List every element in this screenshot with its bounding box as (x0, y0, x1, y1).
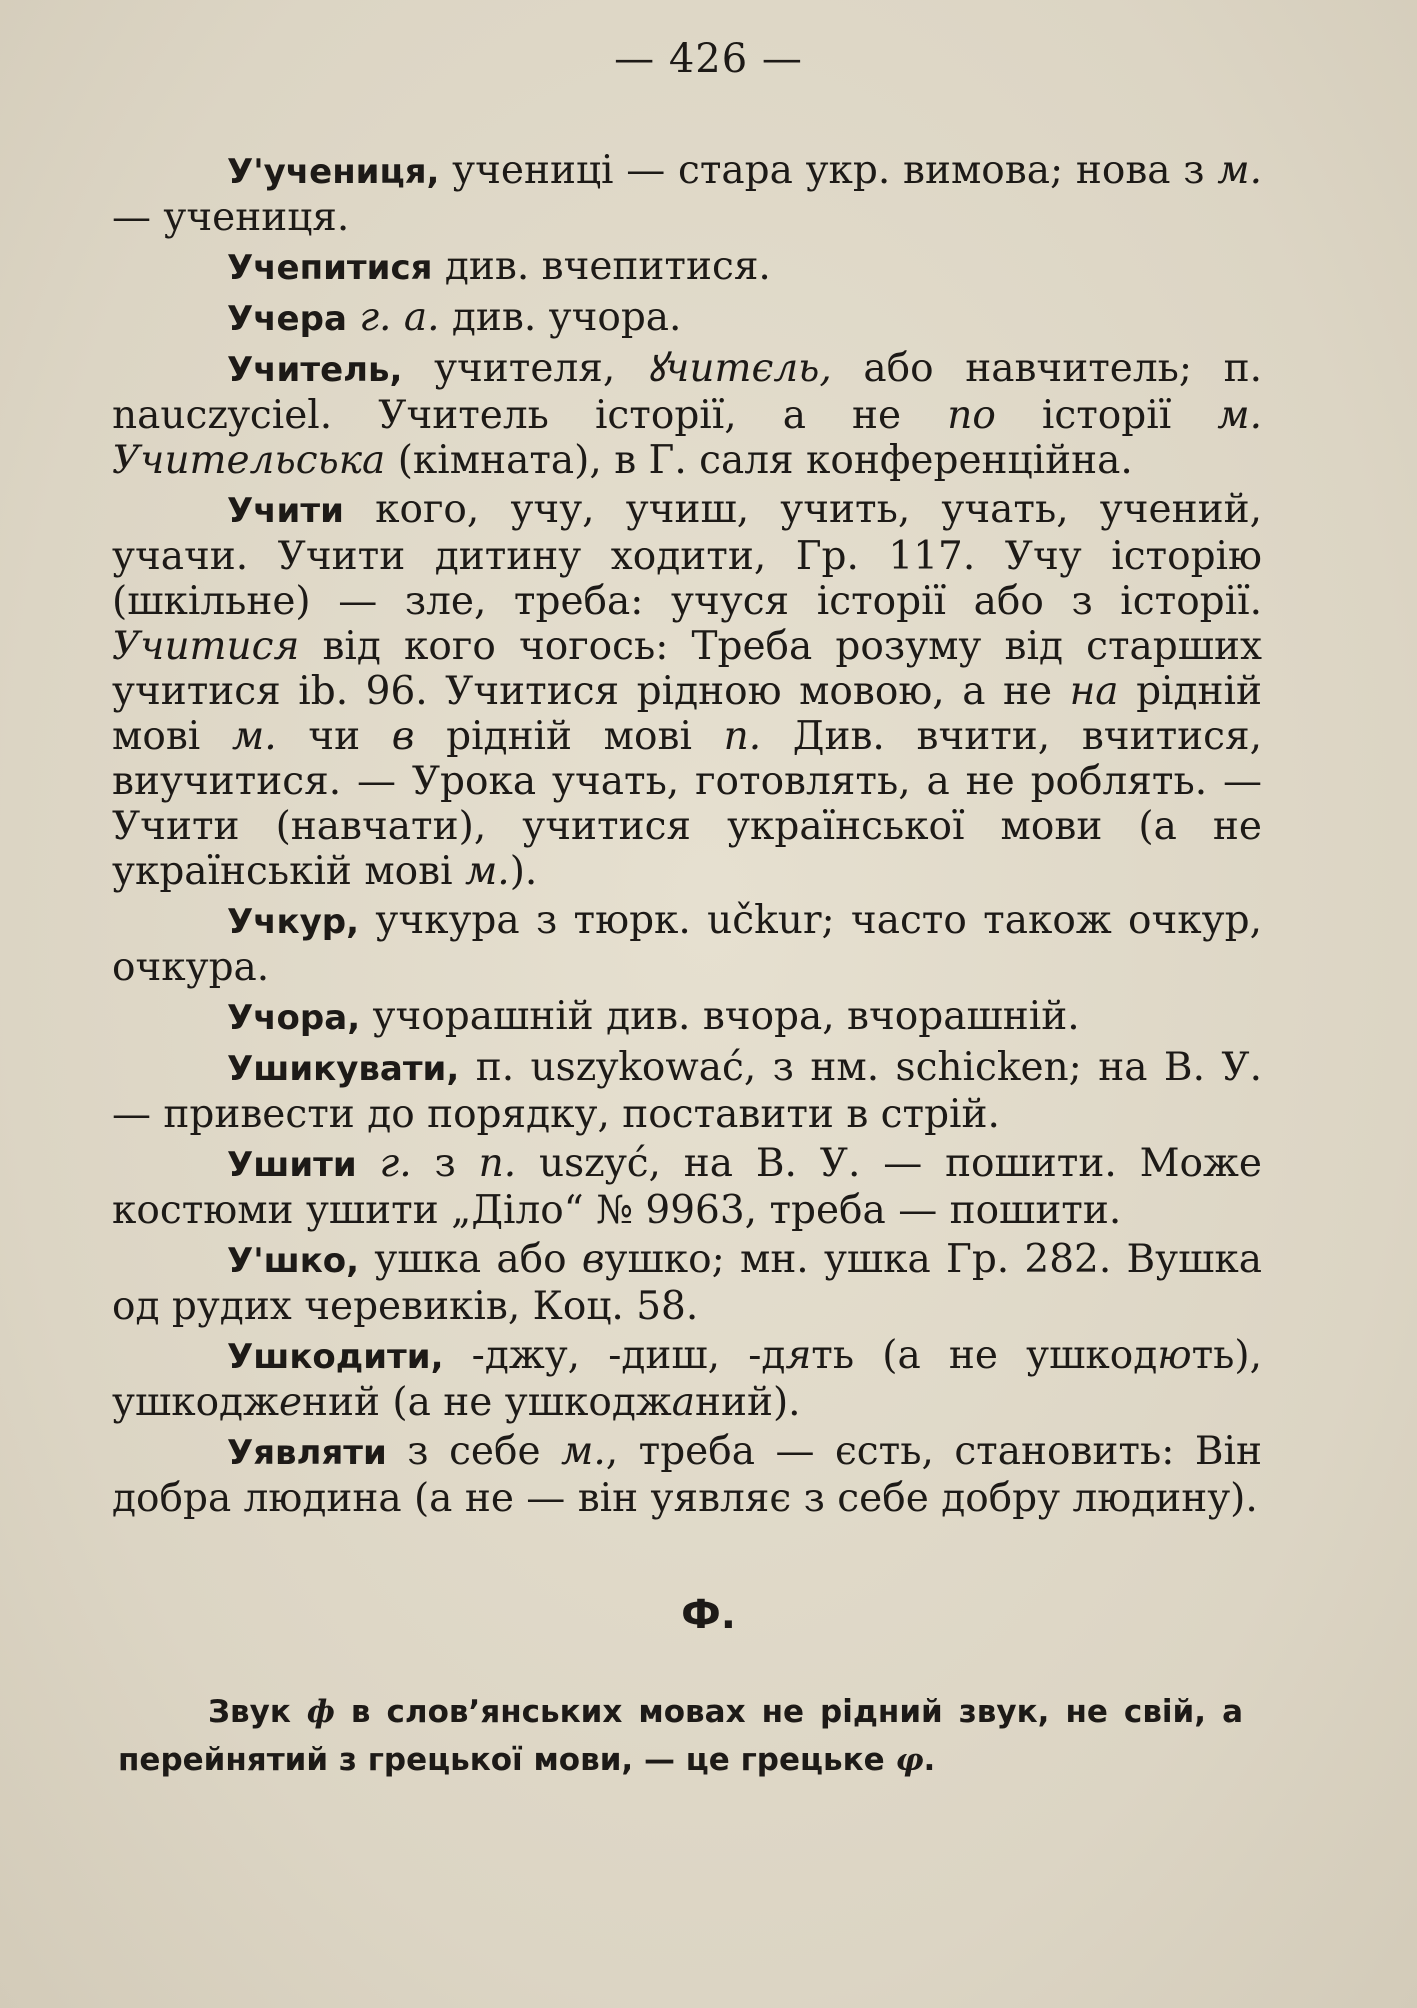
italic-run: п. (478, 1141, 517, 1186)
italic-run: на (1069, 669, 1119, 714)
text-run (347, 295, 359, 340)
entry-headword: Ушкодити, (227, 1337, 444, 1377)
text-run: -джу, -диш, -д (443, 1333, 786, 1378)
text-run: — учениця. (112, 195, 350, 240)
dictionary-entry (112, 1429, 1262, 1521)
italic-run: г. а. (359, 295, 440, 340)
italic-run: по (947, 393, 996, 438)
text-run: ний (а не ушкодж (302, 1380, 672, 1425)
text-run: Див. вчити, вчитися, виучитися. — Урока учать, готовлять, а не роблять. — Учити (навчати), учитися української мови (а не українській мові (112, 714, 1262, 894)
text-run: рідній мові (112, 669, 1263, 759)
italic-run: м. (231, 714, 277, 759)
text-run: учкура з тюрк. učkur; часто також очкур, очкура. (112, 898, 1262, 990)
italic-run: м. (464, 849, 510, 894)
italic-run: в (391, 714, 415, 759)
entry-headword: У'шко, (227, 1241, 360, 1281)
dictionary-entry (112, 295, 1262, 342)
text-run: кого, учу, учиш, учить, учать, учений, учачи. Учити дитину ходити, Гр. 117. Учу історію (шкільне) — зле, треба: учуся історії або з історії. (112, 487, 1262, 624)
text-run: від кого чогось: Треба розуму від старших учитися ib. 96. Учитися рідною мовою, а не (112, 624, 1262, 714)
text-run: ученицi — стара укр. вимова; нова з (439, 148, 1218, 193)
entry-headword: У'учениця, (227, 152, 440, 192)
italic-run: в (581, 1237, 605, 1282)
dictionary-entries (112, 148, 1262, 1525)
text-run: ушка або (359, 1237, 582, 1282)
italic-run: м. (1217, 148, 1262, 193)
text-run: з (411, 1141, 479, 1186)
italic-run: φ (895, 1742, 924, 1778)
dictionary-entry (112, 244, 1262, 291)
text-run: учителя, (402, 346, 647, 391)
italic-run: е (278, 1380, 303, 1425)
text-run: . (923, 1742, 936, 1778)
dictionary-entry (112, 1141, 1262, 1233)
dictionary-entry (112, 1333, 1262, 1425)
italic-run: я (785, 1333, 812, 1378)
entry-headword: Уявляти (227, 1433, 387, 1473)
italic-run: ю (1157, 1333, 1192, 1378)
dictionary-entry (112, 487, 1262, 894)
text-run: учорашній див. вчора, вчорашній. (360, 994, 1080, 1039)
italic-run: Учитися (112, 624, 300, 669)
entry-headword: Учора, (227, 998, 361, 1038)
text-run: ). (509, 849, 538, 894)
entry-headword: Учепитися (227, 248, 433, 288)
entry-headword: Ушикувати, (227, 1049, 460, 1089)
text-run: або навчитель; п. nauczyciel. Учитель історії, а не (112, 346, 1263, 438)
entry-headword: Учити (227, 491, 344, 531)
section-heading: Ф. (681, 1592, 736, 1638)
text-run: див. вчепитися. (432, 244, 771, 289)
text-run: в слов’янських мовах не рідний звук, не свій, а перейнятий з грецької мови, — це грецьке (118, 1694, 1243, 1778)
italic-run: м. (1217, 393, 1263, 438)
italic-run: м. (561, 1429, 606, 1474)
text-run: (кімната), в Г. саля конференційна. (385, 438, 1133, 483)
entry-headword: Учкур, (227, 902, 360, 942)
entry-headword: Ушити (227, 1145, 357, 1185)
text-run: ний). (694, 1380, 801, 1425)
dictionary-entry (112, 148, 1262, 240)
text-run: , треба — єсть, становить: Він добра людина (а не — він уявляє з себе добру людину). (112, 1429, 1262, 1521)
italic-run: п. (723, 714, 762, 759)
text-run: п. uszykować, з нм. schicken; на В. У. — привести до порядку, поставити в стрій. (112, 1045, 1262, 1137)
text-run: з себе (386, 1429, 562, 1474)
entry-headword: Учитель, (227, 350, 403, 390)
text-run: див. учора. (439, 295, 682, 340)
text-run: uszyć, на В. У. — пошити. Може костюми ушити „Діло“ № 9963, треба — пошити. (112, 1141, 1262, 1233)
section-intro-paragraph (118, 1688, 1243, 1784)
italic-run: ꙋчитєль, (646, 346, 832, 391)
italic-run: Учительська (112, 438, 386, 483)
text-run: ушко; мн. ушка Гр. 282. Вушка од рудих черевиків, Коц. 58. (112, 1237, 1262, 1329)
entry-headword: Учера (227, 299, 347, 339)
text-run: рідній мові (414, 714, 724, 759)
italic-run: г. (379, 1141, 412, 1186)
page-number: — 426 — (614, 36, 803, 82)
text-run: ть (а не ушкод (811, 1333, 1158, 1378)
text-run: чи (276, 714, 392, 759)
text-run: Звук (208, 1694, 307, 1730)
dictionary-entry (112, 898, 1262, 990)
italic-run: ф (306, 1694, 335, 1730)
dictionary-entry (112, 1045, 1262, 1137)
dictionary-entry (112, 346, 1262, 483)
dictionary-entry (112, 1237, 1262, 1329)
text-run: історії (995, 393, 1218, 438)
dictionary-entry (112, 994, 1262, 1041)
text-run (357, 1141, 380, 1186)
text-run: ть), ушкодж (112, 1333, 1262, 1425)
italic-run: а (671, 1380, 695, 1425)
